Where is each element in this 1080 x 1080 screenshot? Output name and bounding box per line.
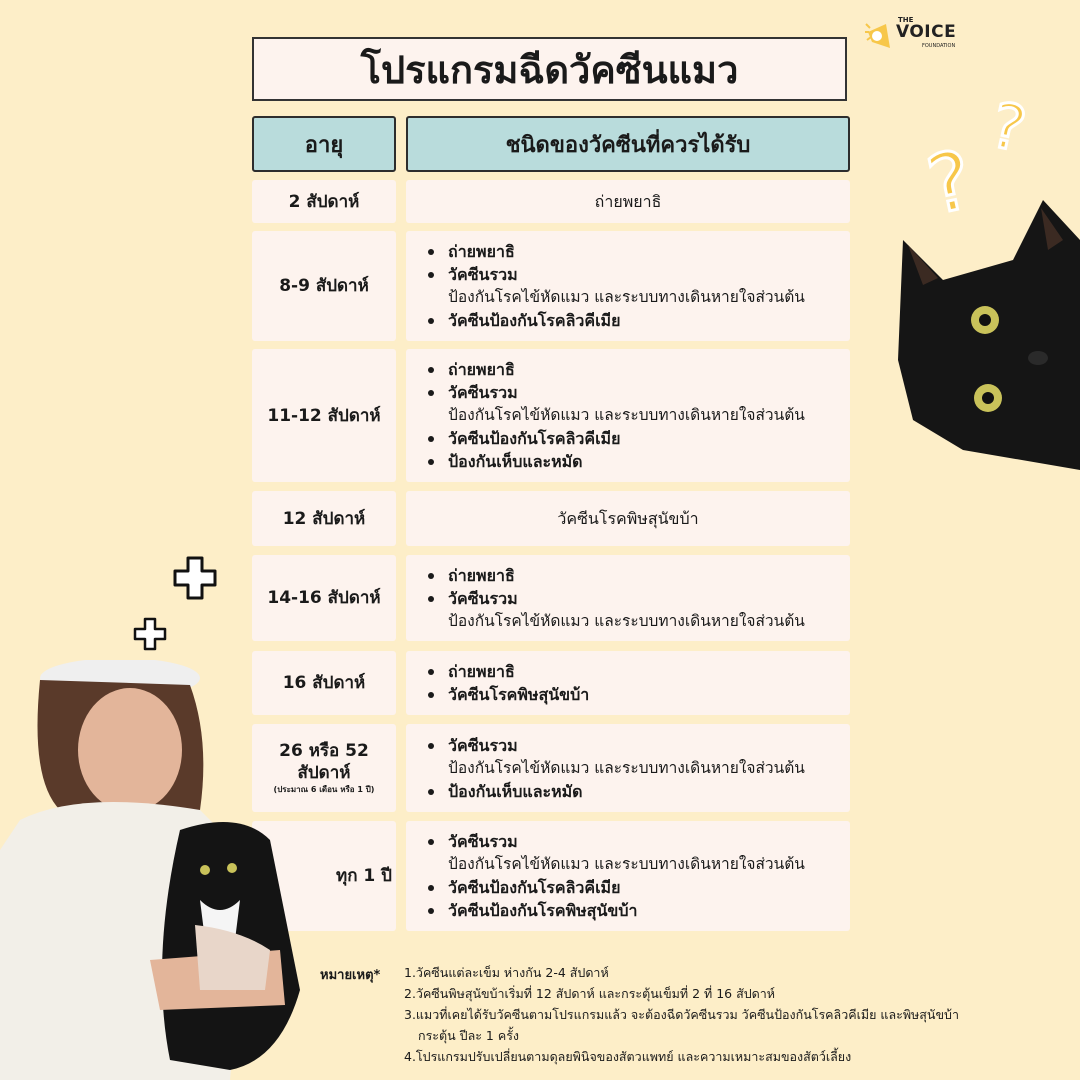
age-note: (ประมาณ 6 เดือน หรือ 1 ปี) [273, 785, 375, 794]
bullet-icon [428, 885, 434, 891]
vaccine-item [428, 309, 850, 332]
notes-label: หมายเหตุ* [320, 968, 381, 983]
vaccine-label: วัคซีนรวม [448, 588, 518, 608]
vaccine-item [428, 381, 850, 427]
bullet-icon [428, 573, 434, 579]
vaccine-item [428, 780, 850, 803]
note-item: 1.วัคซีนแต่ละเข็ม ห่างกัน 2-4 สัปดาห์ [404, 965, 609, 980]
vaccine-desc: ป้องกันโรคไข้หัดแมว และระบบทางเดินหายใจส่วนต้น [448, 288, 805, 306]
vaccine-cell [406, 651, 850, 715]
vaccine-item [428, 830, 850, 876]
vaccine-cell [406, 231, 850, 341]
age-cell [252, 231, 396, 341]
bullet-icon [428, 272, 434, 278]
vaccine-label: ถ่ายพยาธิ [448, 242, 515, 261]
age-label: 14-16 สัปดาห์ [267, 588, 381, 608]
svg-text:?: ? [920, 132, 981, 233]
age-label: ทุก 1 ปี [336, 866, 392, 886]
vaccine-label: ถ่ายพยาธิ [448, 565, 515, 585]
person-holding-cat-image [0, 660, 320, 1080]
bullet-icon [428, 459, 434, 465]
bullet-icon [428, 908, 434, 914]
vaccine-item [428, 240, 850, 263]
notes-list [404, 962, 964, 1067]
logo-voice: VOICE [896, 22, 957, 42]
vaccine-label: วัคซีนโรคพิษสุนัขบ้า [448, 685, 590, 704]
age-cell [252, 555, 396, 641]
bullet-icon [428, 249, 434, 255]
age-label: 8-9 สัปดาห์ [279, 276, 369, 296]
header-age: อายุ [252, 116, 396, 172]
vaccine-item [428, 263, 850, 309]
age-cell [252, 180, 396, 223]
bullet-icon [428, 436, 434, 442]
the-voice-logo [862, 12, 962, 56]
vaccine-label: ป้องกันเห็บและหมัด [448, 781, 583, 801]
vaccine-label: วัคซีนรวม [448, 265, 518, 284]
logo-foundation: FOUNDATION [922, 43, 956, 49]
vaccine-label: วัคซีนป้องกันโรคพิษสุนัขบ้า [448, 901, 638, 920]
vaccine-label: วัคซีนรวม [448, 832, 518, 851]
vaccine-label: วัคซีนรวม [448, 735, 518, 755]
vaccine-cell [406, 180, 850, 223]
plus-icon [133, 617, 167, 651]
header-vaccine: ชนิดของวัคซีนที่ควรได้รับ [406, 116, 850, 172]
svg-text:?: ? [984, 88, 1033, 167]
vaccine-desc: ป้องกันโรคไข้หัดแมว และระบบทางเดินหายใจส่วนต้น [448, 611, 805, 630]
note-item: 2.วัคซีนพิษสุนัขบ้าเริ่มที่ 12 สัปดาห์ และกระตุ้นเข็มที่ 2 ที่ 16 สัปดาห์ [404, 986, 776, 1001]
bullet-icon [428, 390, 434, 396]
age-label: 16 สัปดาห์ [282, 673, 366, 693]
vaccine-item [428, 450, 850, 473]
vaccine-item [428, 564, 850, 587]
vaccine-label: วัคซีนป้องกันโรคลิวคีเมีย [448, 878, 621, 897]
vaccine-desc: ป้องกันโรคไข้หัดแมว และระบบทางเดินหายใจส่วนต้น [448, 855, 805, 873]
vaccine-desc: ป้องกันโรคไข้หัดแมว และระบบทางเดินหายใจส่วนต้น [448, 758, 805, 777]
vaccine-label: วัคซีนรวม [448, 383, 518, 402]
age-label: 11-12 สัปดาห์ [267, 405, 381, 426]
vaccine-item [428, 734, 850, 780]
black-cat-image [893, 180, 1080, 470]
vaccine-item [428, 427, 850, 450]
bullet-icon [428, 839, 434, 845]
vaccine-item [428, 683, 850, 706]
note-item: 3.แมวที่เคยได้รับวัคซีนตามโปรแกรมแล้ว จะต้องฉีดวัคซีนรวม วัคซีนป้องกันโรคลิวคีเมีย และพิษสุนัขบ้า กระตุ้น ปีละ 1 ครั้ง [404, 1007, 959, 1043]
age-label: 26 หรือ 52 [279, 741, 369, 761]
vaccine-text: ถ่ายพยาธิ [594, 192, 662, 211]
vaccine-text: วัคซีนโรคพิษสุนัขบ้า [557, 509, 699, 528]
page-title: โปรแกรมฉีดวัคซีนแมว [252, 37, 847, 101]
age-label: 2 สัปดาห์ [288, 191, 360, 212]
vaccine-label: ป้องกันเห็บและหมัด [448, 452, 583, 471]
age-cell [252, 349, 396, 482]
vaccine-cell [406, 555, 850, 641]
bullet-icon [428, 669, 434, 675]
vaccine-cell [406, 491, 850, 546]
vaccine-label: ถ่ายพยาธิ [448, 360, 515, 379]
age-label-2: สัปดาห์ [297, 763, 351, 783]
vaccine-cell [406, 821, 850, 931]
note-item: 4.โปรแกรมปรับเปลี่ยนตามดุลยพินิจของสัตวแพทย์ และความเหมาะสมของสัตว์เลี้ยง [404, 1049, 852, 1064]
logo-the: THE [898, 16, 914, 24]
vaccine-item [428, 358, 850, 381]
bullet-icon [428, 692, 434, 698]
age-cell [252, 491, 396, 546]
plus-icon [172, 555, 218, 601]
vaccine-label: วัคซีนป้องกันโรคลิวคีเมีย [448, 429, 621, 448]
vaccine-item [428, 660, 850, 683]
vaccine-item [428, 899, 850, 922]
vaccine-cell [406, 349, 850, 482]
bullet-icon [428, 789, 434, 795]
age-label: 12 สัปดาห์ [282, 508, 366, 529]
bullet-icon [428, 596, 434, 602]
vaccine-label: ถ่ายพยาธิ [448, 662, 515, 681]
vaccine-label: วัคซีนป้องกันโรคลิวคีเมีย [448, 311, 621, 330]
bullet-icon [428, 367, 434, 373]
bullet-icon [428, 318, 434, 324]
vaccine-desc: ป้องกันโรคไข้หัดแมว และระบบทางเดินหายใจส่วนต้น [448, 406, 805, 424]
vaccine-cell [406, 724, 850, 812]
vaccine-item [428, 876, 850, 899]
bullet-icon [428, 743, 434, 749]
vaccine-item [428, 587, 850, 633]
